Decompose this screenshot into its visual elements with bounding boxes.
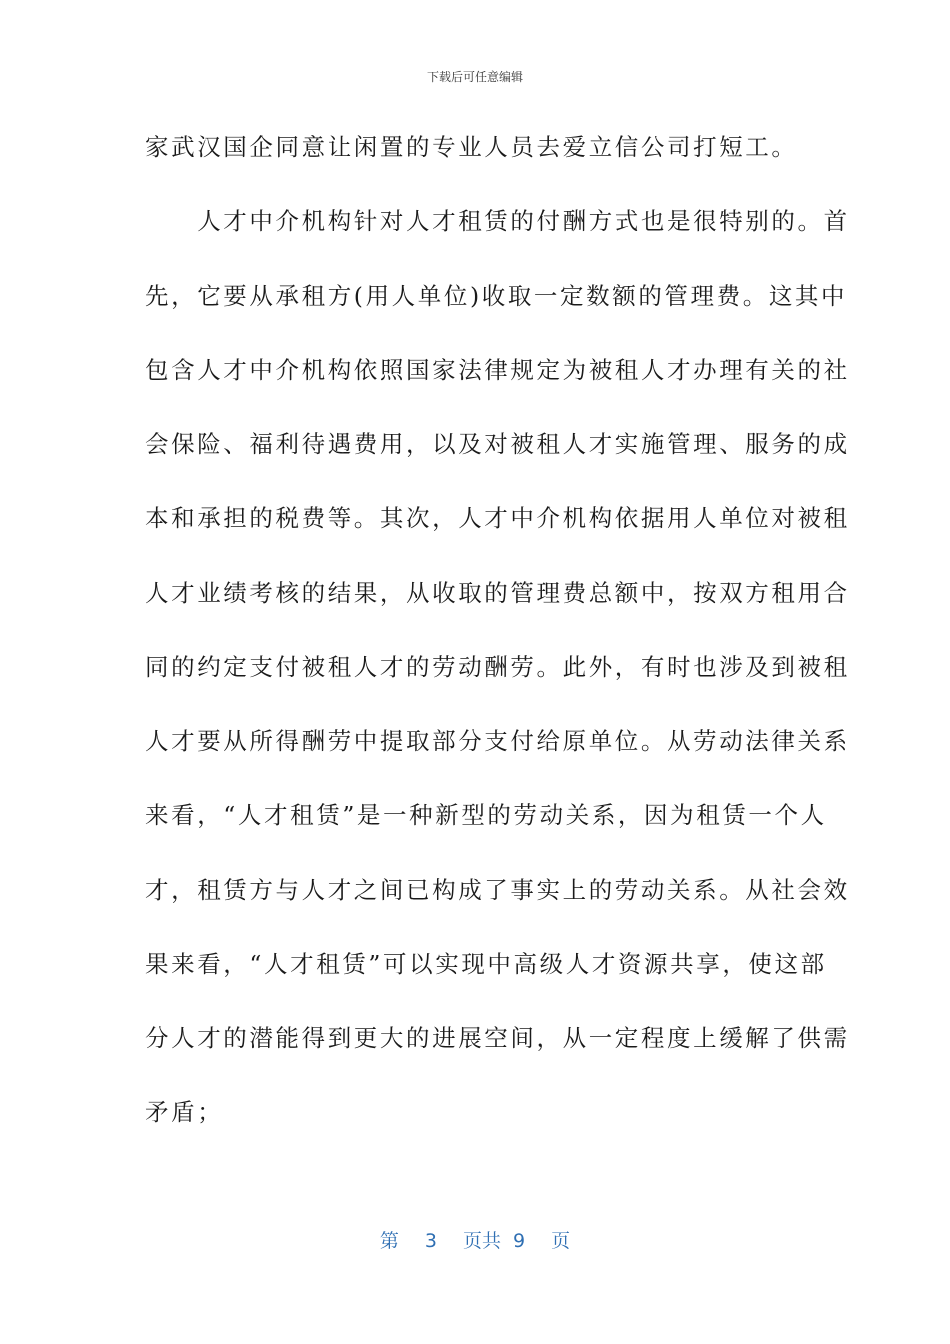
text-line: 会保险、福利待遇费用，以及对被租人才实施管理、服务的成 <box>145 430 850 458</box>
text-line: 家武汉国企同意让闲置的专业人员去爱立信公司打短工。 <box>145 133 798 161</box>
text-line: 果来看，“人才租赁”可以实现中高级人才资源共享，使这部 <box>145 950 827 978</box>
text-line: 矛盾； <box>145 1098 224 1126</box>
text-line: 先，它要从承租方(用人单位)收取一定数额的管理费。这其中 <box>145 282 848 310</box>
text-line: 同的约定支付被租人才的劳动酬劳。此外，有时也涉及到被租 <box>145 653 850 681</box>
footer-page-number: 3 <box>424 1230 437 1252</box>
text-line: 人才业绩考核的结果，从收取的管理费总额中，按双方租用合 <box>145 579 850 607</box>
text-line: 本和承担的税费等。其次，人才中介机构依据用人单位对被租 <box>145 504 850 532</box>
text-line: 人才要从所得酬劳中提取部分支付给原单位。从劳动法律关系 <box>145 727 850 755</box>
text-line: 才，租赁方与人才之间已构成了事实上的劳动关系。从社会效 <box>145 876 850 904</box>
footer-prefix: 第 <box>379 1230 399 1252</box>
footer-suffix: 页 <box>551 1230 571 1252</box>
text-line: 来看，“人才租赁”是一种新型的劳动关系，因为租赁一个人 <box>145 801 827 829</box>
page-header: 下载后可任意编辑 <box>426 70 523 84</box>
page-footer <box>0 1226 950 1253</box>
text-line: 人才中介机构针对人才租赁的付酬方式也是很特别的。首 <box>145 207 850 235</box>
footer-middle: 页共 <box>462 1230 501 1252</box>
text-line: 分人才的潜能得到更大的进展空间，从一定程度上缓解了供需 <box>145 1024 850 1052</box>
text-line: 包含人才中介机构依照国家法律规定为被租人才办理有关的社 <box>145 356 850 384</box>
footer-total-pages: 9 <box>513 1230 526 1252</box>
